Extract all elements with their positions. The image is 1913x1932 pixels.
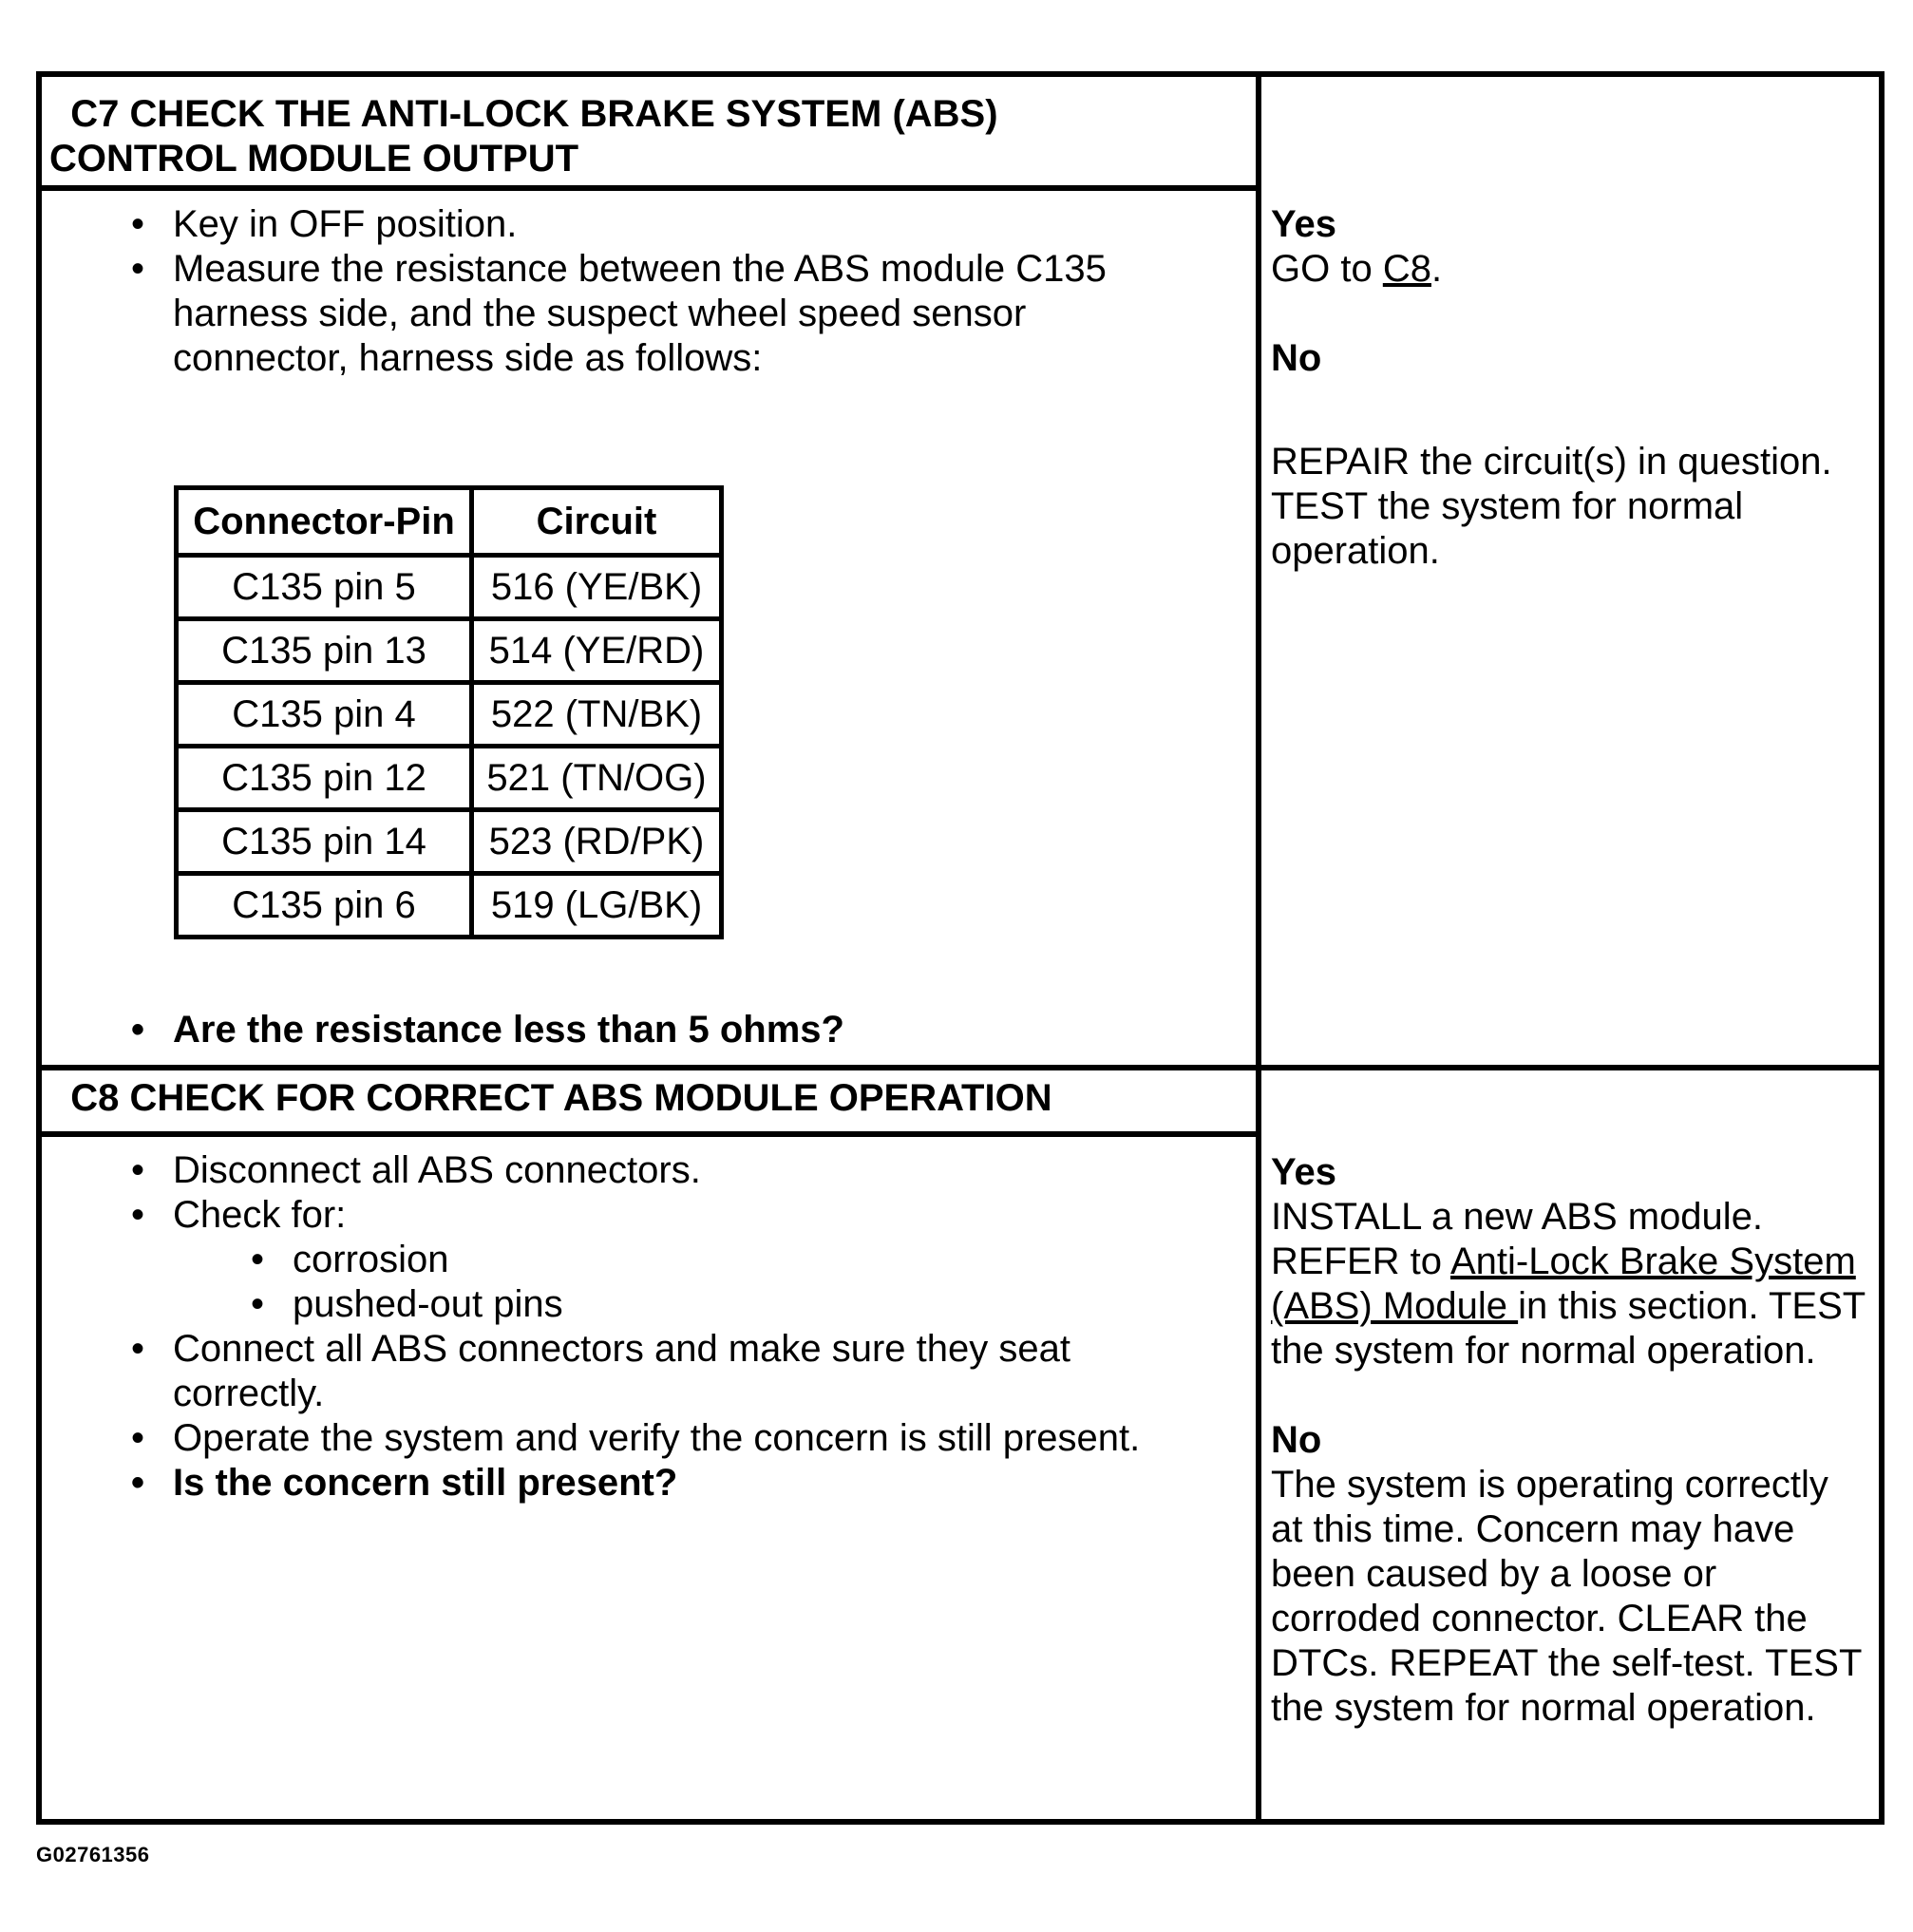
table-cell: C135 pin 6 (177, 874, 472, 938)
c8-sub-item-1: corrosion (293, 1239, 449, 1280)
bullet-icon: • (131, 1417, 145, 1459)
c7-heading-line1: C7 CHECK THE ANTI-LOCK BRAKE SYSTEM (ABS) (49, 93, 998, 135)
table-cell: 516 (YE/BK) (472, 556, 722, 619)
bullet-icon: • (131, 1149, 145, 1191)
table-cell: 523 (RD/PK) (472, 810, 722, 874)
c7-step-1: Key in OFF position. (173, 203, 518, 245)
table-cell: 521 (TN/OG) (472, 747, 722, 810)
c7-question-list (131, 1008, 1227, 1052)
c7-heading (49, 92, 998, 181)
c7-heading-divider (42, 185, 1256, 191)
bullet-icon: • (251, 1283, 265, 1325)
list-item (131, 247, 1180, 381)
table-row (177, 619, 722, 683)
table-cell: 514 (YE/RD) (472, 619, 722, 683)
column-header: Connector-Pin (177, 488, 472, 556)
list-item (131, 202, 1227, 247)
figure-id: G02761356 (36, 1843, 150, 1866)
table-row (177, 747, 722, 810)
c8-heading: C8 CHECK FOR CORRECT ABS MODULE OPERATION (49, 1077, 1052, 1119)
c8-no-text: The system is operating correctly at this time. Concern may have been caused by a loose or corroded connector. CLEAR the DTCs. REPEAT the self-test. TEST the system for normal operation. (1271, 1464, 1862, 1729)
c8-yes-text (1271, 1195, 1869, 1373)
bullet-icon: • (131, 203, 145, 245)
table-cell: 519 (LG/BK) (472, 874, 722, 938)
c8-sub-list (173, 1238, 1237, 1327)
diagnostic-test-table (36, 71, 1885, 1825)
table-cell: 522 (TN/BK) (472, 683, 722, 747)
table-row (177, 556, 722, 619)
list-item (251, 1282, 1237, 1327)
list-item (251, 1238, 1237, 1282)
c8-yes-text-2: in this section. TEST the system for normal operation. (1271, 1285, 1866, 1372)
bullet-icon: • (131, 1009, 145, 1051)
c7-result-column (1271, 202, 1879, 574)
list-item (131, 1461, 1237, 1506)
c8-sub-item-2: pushed-out pins (293, 1283, 563, 1325)
bullet-icon: • (251, 1239, 265, 1280)
column-divider (1256, 77, 1261, 1819)
c8-step-3: Connect all ABS connectors and make sure they seat correctly. (173, 1328, 1070, 1414)
list-item (131, 1148, 1237, 1193)
table-row (177, 810, 722, 874)
list-item (131, 1008, 1227, 1052)
table-cell: C135 pin 14 (177, 810, 472, 874)
table-header-row (177, 488, 722, 556)
c8-step-1: Disconnect all ABS connectors. (173, 1149, 701, 1191)
c7-no-text: REPAIR the circuit(s) in question. TEST the system for normal operation. (1271, 441, 1832, 572)
c8-step-2: Check for: (173, 1194, 347, 1236)
c8-yes-text-1: INSTALL a new ABS module. REFER to (1271, 1196, 1764, 1282)
table-cell: C135 pin 13 (177, 619, 472, 683)
c7-no-label: No (1271, 337, 1322, 379)
abs-module-link[interactable]: Anti-Lock Brake System (ABS) Module (1271, 1241, 1856, 1327)
table-cell: C135 pin 5 (177, 556, 472, 619)
list-item (131, 1416, 1237, 1461)
c7-heading-line2: CONTROL MODULE OUTPUT (49, 138, 579, 180)
c7-step-2: Measure the resistance between the ABS module C135 harness side, and the suspect wheel speed sensor connector, harness side as follows: (173, 248, 1107, 379)
connector-pin-table (174, 485, 724, 939)
bullet-icon: • (131, 248, 145, 290)
section-divider (42, 1065, 1879, 1070)
column-header: Circuit (472, 488, 722, 556)
table-cell: C135 pin 4 (177, 683, 472, 747)
table-row (177, 874, 722, 938)
c8-result-column (1271, 1150, 1869, 1731)
c7-yes-label: Yes (1271, 203, 1336, 245)
bullet-icon: • (131, 1328, 145, 1370)
bullet-icon: • (131, 1194, 145, 1236)
table-cell: C135 pin 12 (177, 747, 472, 810)
list-item (131, 1193, 1237, 1327)
c8-question: Is the concern still present? (173, 1462, 678, 1504)
c7-yes-suffix: . (1430, 248, 1443, 290)
c7-step-list (131, 202, 1227, 381)
c7-question: Are the resistance less than 5 ohms? (173, 1009, 844, 1051)
bullet-icon: • (131, 1462, 145, 1504)
c8-step-list (131, 1148, 1237, 1506)
table-row (177, 683, 722, 747)
c8-no-label: No (1271, 1419, 1322, 1461)
c7-yes-prefix: GO to (1271, 248, 1383, 290)
c8-heading-divider (42, 1131, 1256, 1137)
list-item (131, 1327, 1161, 1416)
c8-step-4: Operate the system and verify the concern is still present. (173, 1417, 1141, 1459)
c7-yes-text (1271, 247, 1879, 292)
c8-yes-label: Yes (1271, 1151, 1336, 1193)
c8-link[interactable]: C8 (1382, 248, 1431, 290)
